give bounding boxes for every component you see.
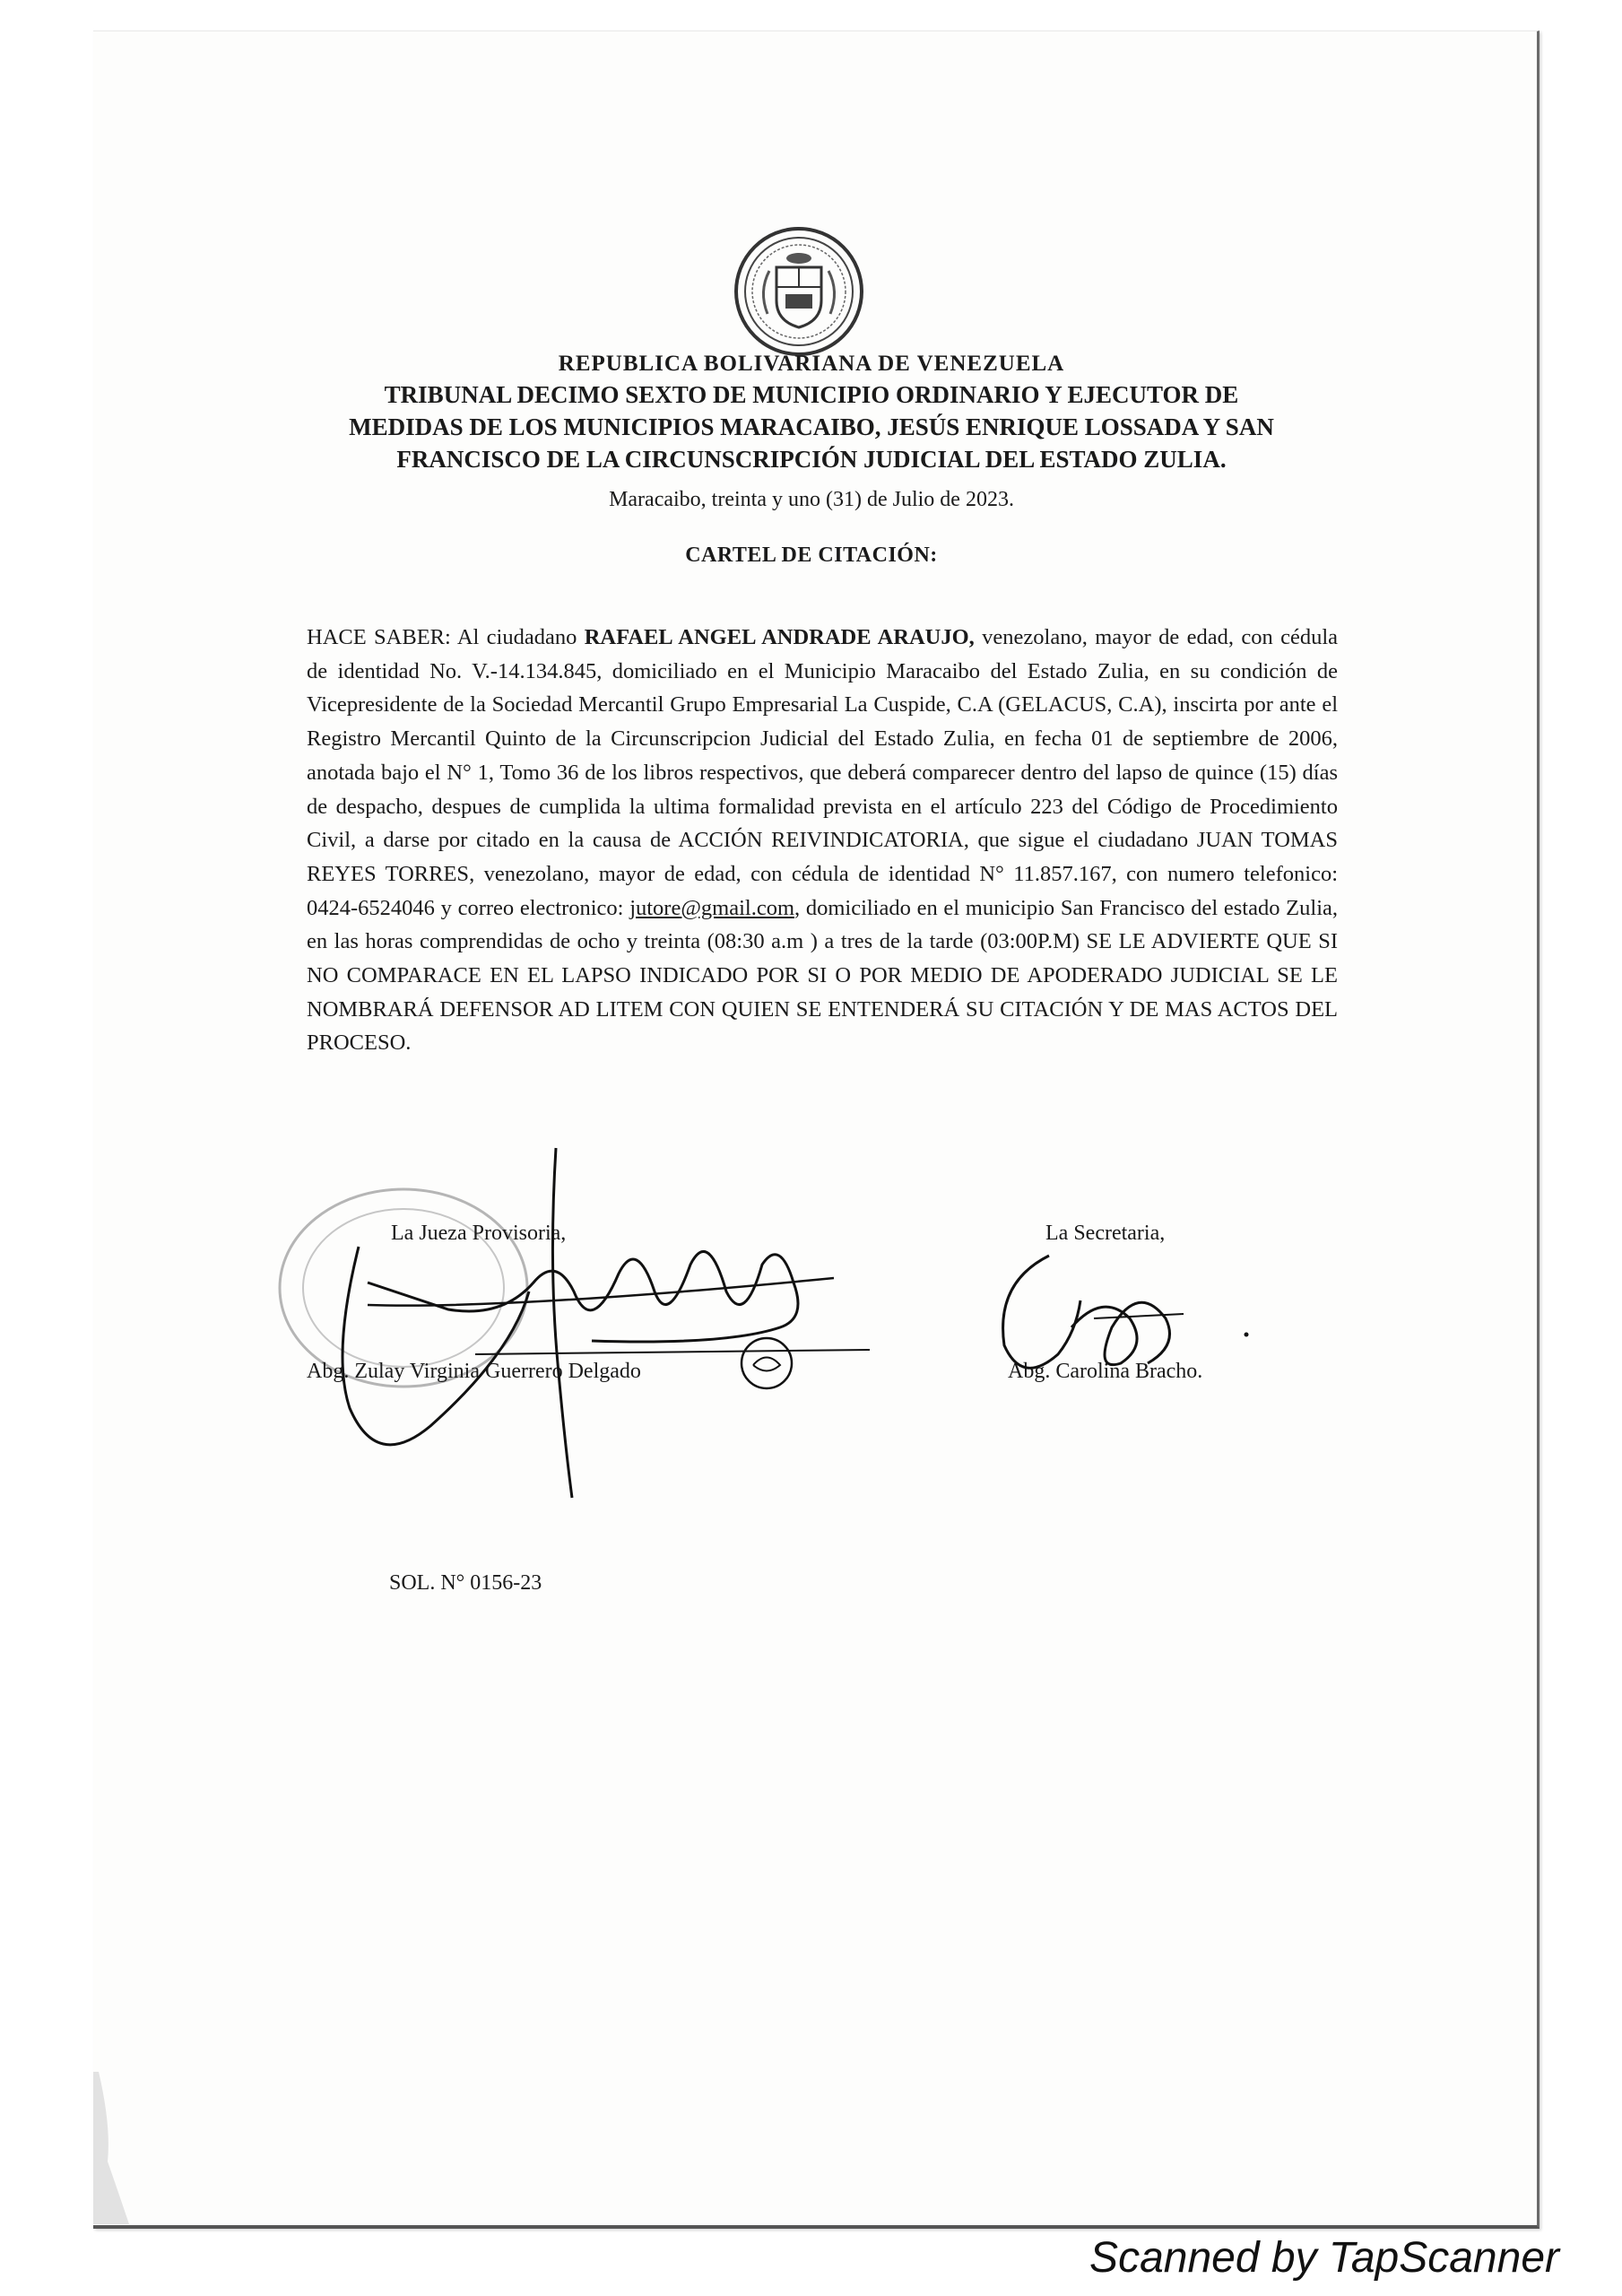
court-line: FRANCISCO DE LA CIRCUNSCRIPCIÓN JUDICIAL DEL ESTADO ZULIA.	[396, 446, 1227, 473]
secretary-title: La Secretaria,	[1045, 1222, 1166, 1245]
email-address: jutore@gmail.com	[629, 895, 794, 920]
document-date: Maracaibo, treinta y uno (31) de Julio de 2023.	[609, 488, 1014, 511]
judge-name: Abg. Zulay Virginia Guerrero Delgado	[307, 1360, 641, 1383]
document-title: CARTEL DE CITACIÓN:	[685, 544, 938, 567]
court-line: MEDIDAS DE LOS MUNICIPIOS MARACAIBO, JESÚS ENRIQUE LOSSADA Y SAN	[349, 413, 1274, 440]
judge-title: La Jueza Provisoria,	[391, 1222, 567, 1245]
cited-person-name: RAFAEL ANGEL ANDRADE ARAUJO,	[584, 625, 975, 649]
court-heading	[269, 378, 1354, 475]
secretary-name: Abg. Carolina Bracho.	[1008, 1360, 1203, 1383]
coat-of-arms-seal-icon	[732, 224, 866, 359]
body-text: , domiciliado en el municipio San Francisco del estado Zulia, en las horas comprendidas de ocho y treinta (08:30 a.m ) a tres de la tarde (03:00P.M) SE LE ADVIERTE QUE SI NO COMPARACE EN EL LAPSO INDICADO POR SI O POR MEDIO DE APODERADO JUDICIAL SE LE NOMBRARÁ DEFENSOR AD LITEM CON QUIEN SE ENTENDERÁ SU CITACIÓN Y DE MAS ACTOS DEL PROCESO.	[307, 895, 1339, 1056]
republic-heading: REPUBLICA BOLIVARIANA DE VENEZUELA	[558, 352, 1065, 376]
scanner-watermark: Scanned by TapScanner	[1089, 2234, 1559, 2282]
judge-signature-icon	[296, 1139, 888, 1516]
scan-artifact-corner	[93, 2072, 156, 2224]
citation-body	[307, 621, 1338, 1060]
secretary-signature-icon	[986, 1229, 1255, 1408]
solicitud-number: SOL. N° 0156-23	[389, 1571, 542, 1595]
court-line: TRIBUNAL DECIMO SEXTO DE MUNICIPIO ORDINARIO Y EJECUTOR DE	[384, 381, 1239, 408]
body-text: HACE SABER: Al ciudadano	[307, 625, 585, 649]
body-text: venezolano, mayor de edad, con cédula de identidad No. V.-14.134.845, domiciliado en el Municipio Maracaibo del Estado Zulia, en su condición de Vicepresidente de la Sociedad Mercantil Grupo Empresarial La Cuspide, C.A (GELACUS, C.A), inscirta por ante el Registro Mercantil Quinto de la Circunscripcion Judicial del Estado Zulia, en fecha 01 de septiembre de 2006, anotada bajo el N° 1, Tomo 36 de los libros respectivos, que deberá comparecer dentro del lapso de quince (15) días de despacho, despues de cumplida la ultima formalidad prevista en el artículo 223 del Código de Procedimiento Civil, a darse por citado en la causa de ACCIÓN REIVINDICATORIA, que sigue el ciudadano JUAN TOMAS REYES TORRES, venezolano, mayor de edad, con cédula de identidad N° 11.857.167, con numero telefonico: 0424-6524046 y correo electronico:	[307, 625, 1339, 920]
